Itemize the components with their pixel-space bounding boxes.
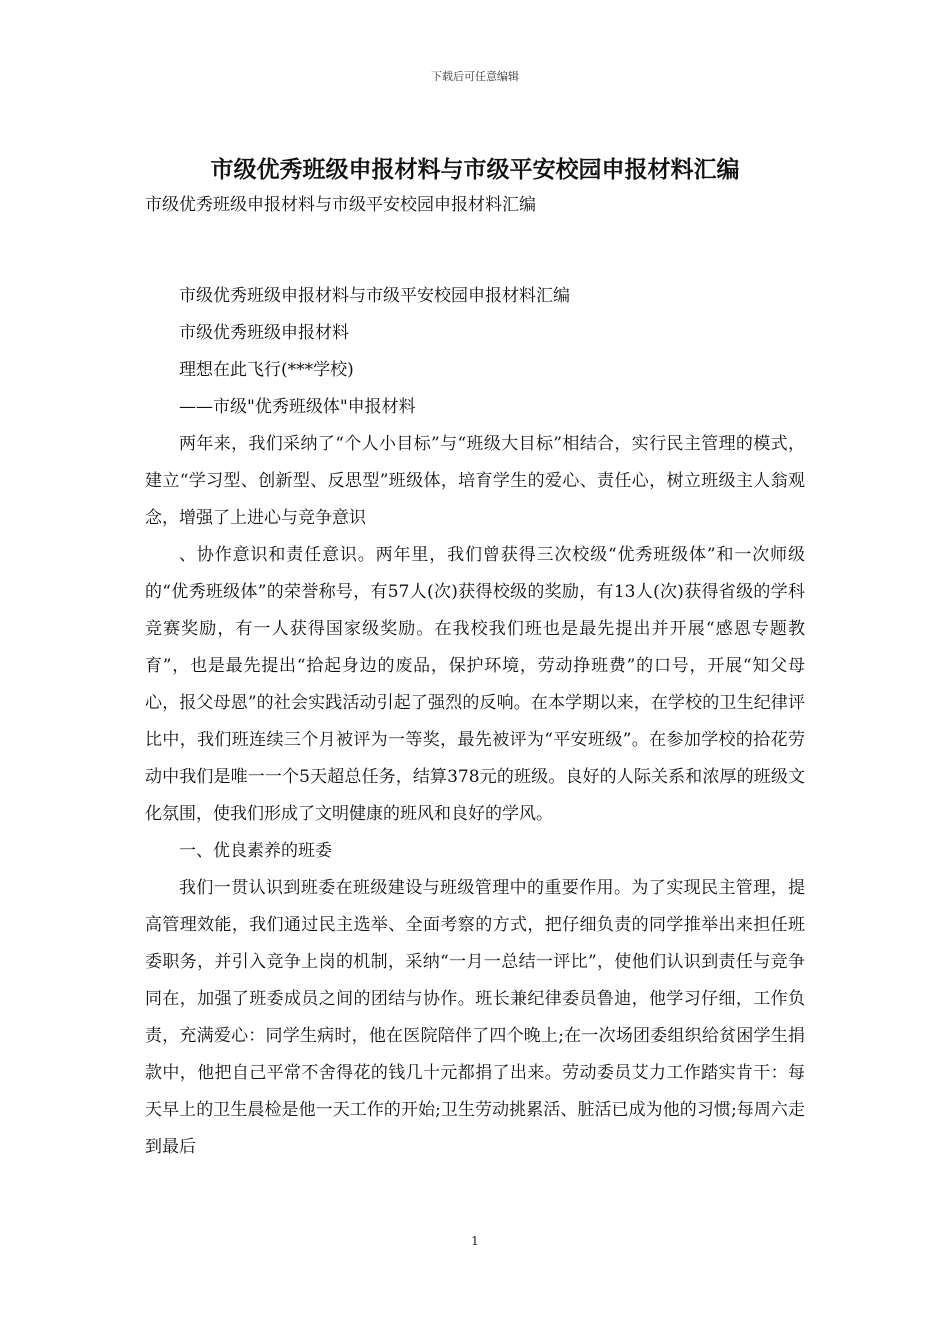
paragraph-class-committee: 我们一贯认识到班委在班级建设与班级管理中的重要作用。为了实现民主管理，提高管理效能，我们通过民主选举、全面考察的方式，把仔细负责的同学推举出来担任班委职务，并引入竞争上岗的机制，采纳“一月一总结一评比”，使他们认识到责任与竞争同在，加强了班委成员之间的团结与协作。班长兼纪律委员鲁迪，他学习仔细，工作负责，充满爱心：同学生病时，他在医院陪伴了四个晚上;在一次场团委组织给贫困学生捐款中，他把自己平常不舍得花的钱几十元都捐了出来。劳动委员艾力工作踏实肯干：每天早上的卫生晨检是他一天工作的开始;卫生劳动挑累活、脏活已成为他的习惯;每周六走到最后 — [145, 878, 805, 1157]
document-title: 市级优秀班级申报材料与市级平安校园申报材料汇编 — [210, 157, 740, 183]
paragraph-subheading: ——市级"优秀班级体"申报材料 — [179, 397, 416, 417]
paragraph-heading: 理想在此飞行(***学校) — [179, 360, 354, 380]
paragraph-compilation-title: 市级优秀班级申报材料与市级平安校园申报材料汇编 — [179, 286, 570, 306]
document-body — [145, 278, 805, 1166]
document-subtitle: 市级优秀班级申报材料与市级平安校园申报材料汇编 — [145, 195, 536, 215]
paragraph-section-title: 市级优秀班级申报材料 — [179, 323, 349, 343]
page-number: 1 — [471, 1234, 479, 1248]
document-content — [145, 152, 805, 1166]
paragraph-intro: 两年来，我们采纳了“个人小目标”与“班级大目标”相结合，实行民主管理的模式，建立“学习型、创新型、反思型”班级体，培育学生的爱心、责任心，树立班级主人翁观念，增强了上进心与竞争意识 — [145, 434, 805, 528]
paragraph-section-heading: 一、优良素养的班委 — [179, 841, 332, 861]
paragraph-achievements: 、协作意识和责任意识。两年里，我们曾获得三次校级“优秀班级体”和一次师级的“优秀班级体”的荣誉称号，有57人(次)获得校级的奖励，有13人(次)获得省级的学科竞赛奖励，有一人获得国家级奖励。在我校我们班也是最先提出并开展“感恩专题教育”，也是最先提出“拾起身边的废品，保护环境，劳动挣班费”的口号，开展“知父母心，报父母恩”的社会实践活动引起了强烈的反响。在本学期以来，在学校的卫生纪律评比中，我们班连续三个月被评为一等奖，最先被评为“平安班级”。在参加学校的拾花劳动中我们是唯一一个5天超总任务，结算378元的班级。良好的人际关系和浓厚的班级文化氛围，使我们形成了文明健康的班风和良好的学风。 — [145, 545, 805, 824]
page-header: 下载后可任意编辑 — [431, 70, 519, 83]
